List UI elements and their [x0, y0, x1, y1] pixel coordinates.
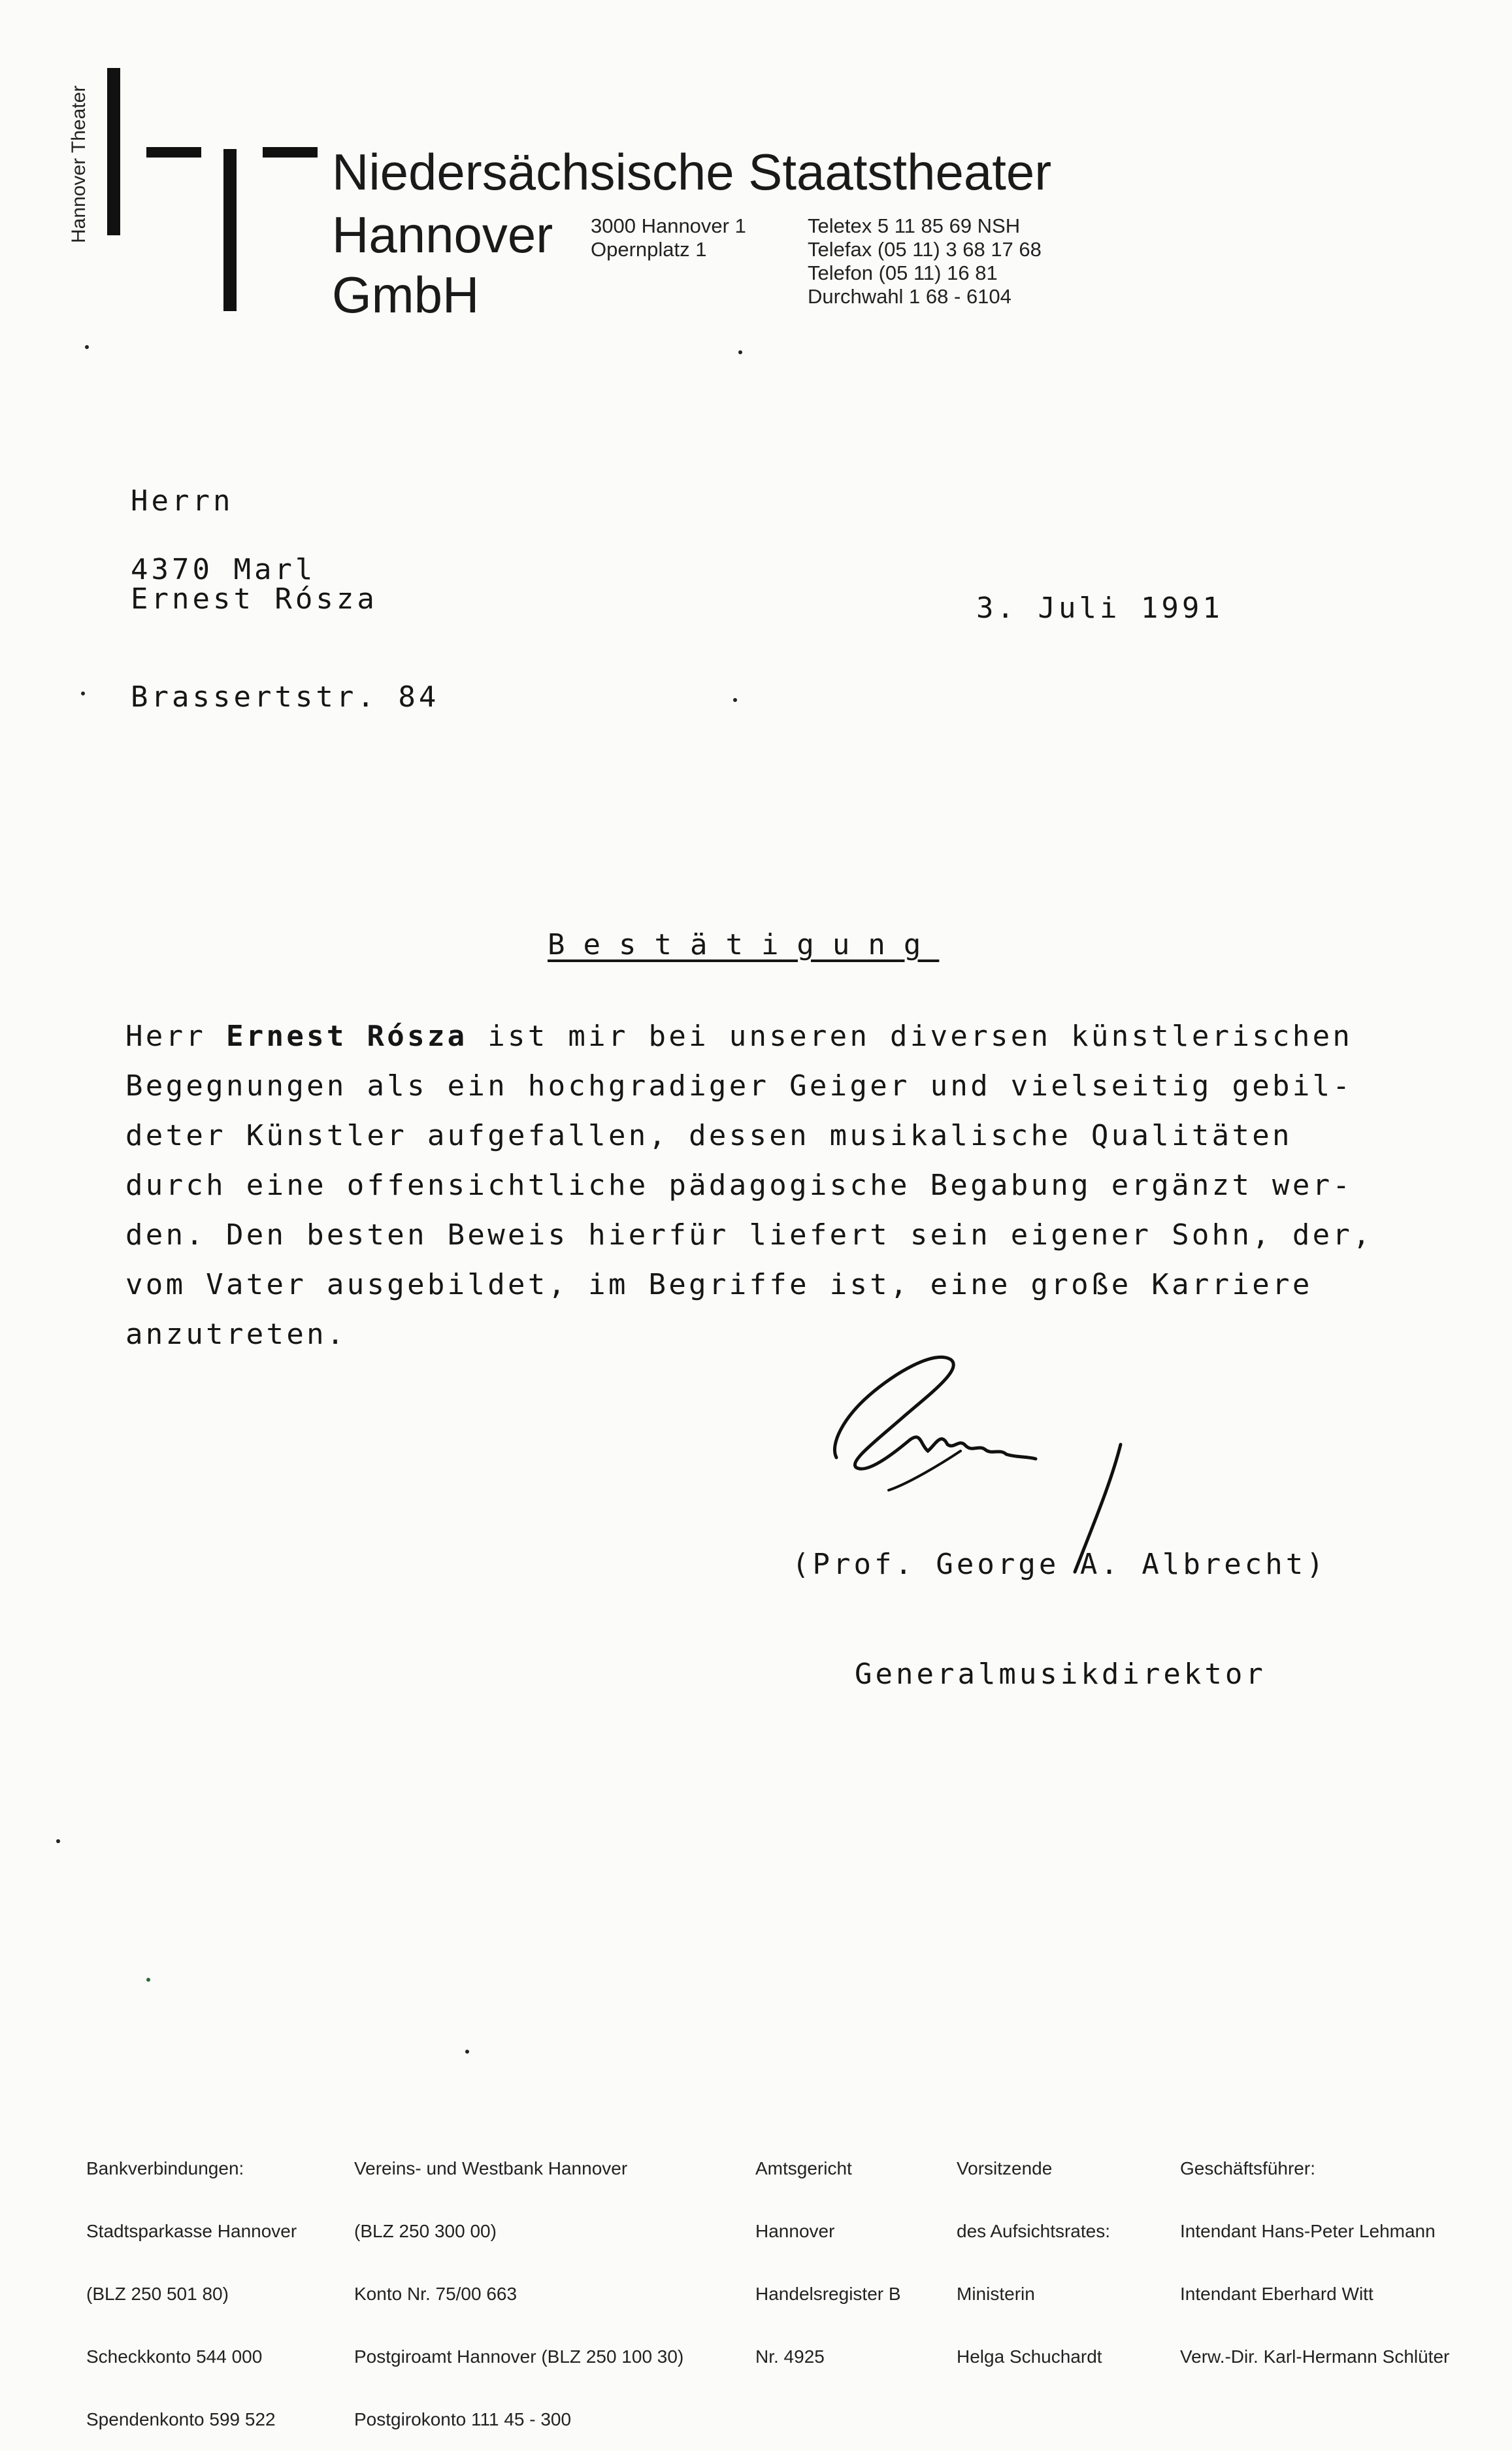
- letter-body: [125, 1012, 1380, 1359]
- footer-bank: Bankverbindungen: Stadtsparkasse Hannover (BLZ 250 501 80) Scheckkonto 544 000 Spendenkonto 599 522: [86, 2158, 297, 2429]
- body-line: durch eine offensichtliche pädagogische Begabung ergänzt wer-: [125, 1169, 1353, 1202]
- contact-line: Durchwahl 1 68 - 6104: [808, 285, 1011, 308]
- recipient-city: 4370 Marl: [131, 553, 316, 586]
- body-line: den. Den besten Beweis hierfür liefert sein eigener Sohn, der,: [125, 1218, 1373, 1252]
- recipient-line: Brassertstr. 84: [131, 680, 440, 714]
- org-name-line-2: Hannover: [332, 206, 553, 263]
- signer-role: Generalmusikdirektor: [855, 1658, 1266, 1691]
- contact-line: Teletex 5 11 85 69 NSH: [808, 214, 1021, 237]
- body-line: anzutreten.: [125, 1318, 347, 1351]
- letter-date: 3. Juli 1991: [976, 592, 1223, 625]
- signer-block: [792, 1473, 1327, 1729]
- footer-management: Geschäftsführer: Intendant Hans-Peter Lehmann Intendant Eberhard Witt Verw.-Dir. Karl-Hermann Schlüter: [1180, 2158, 1450, 2367]
- body-line: deter Künstler aufgefallen, dessen musikalische Qualitäten: [125, 1119, 1292, 1152]
- footer-board: Vorsitzende des Aufsichtsrates: Ministerin Helga Schuchardt: [957, 2158, 1111, 2367]
- address-line: Opernplatz 1: [591, 238, 707, 261]
- contact-line: Telefax (05 11) 3 68 17 68: [808, 238, 1042, 261]
- theater-contact: [808, 214, 1042, 308]
- recipient-line: Ernest Rósza: [131, 582, 378, 616]
- theater-address: [591, 214, 746, 261]
- address-line: 3000 Hannover 1: [591, 214, 746, 237]
- org-name-line-3: GmbH: [332, 266, 480, 324]
- org-name-line-1: Niedersächsische Staatstheater: [332, 143, 1052, 201]
- body-line: Begegnungen als ein hochgradiger Geiger und vielseitig gebil-: [125, 1069, 1353, 1103]
- recipient-name-bold: Ernest Rósza: [225, 1020, 468, 1053]
- footer-bank-2: Vereins- und Westbank Hannover (BLZ 250 300 00) Konto Nr. 75/00 663 Postgiroamt Hannover (BLZ 250 100 30) Postgirokonto 111 45 - 300: [354, 2158, 684, 2429]
- body-line: Herr Ernest Rósza ist mir bei unseren diversen künstlerischen: [125, 1020, 1353, 1053]
- side-label: Hannover Theater: [68, 85, 90, 243]
- signer-name: (Prof. George A. Albrecht): [792, 1548, 1327, 1581]
- document-title: Bestätigung: [548, 928, 940, 961]
- recipient-line: Herrn: [131, 484, 234, 518]
- contact-line: Telefon (05 11) 16 81: [808, 261, 998, 284]
- body-line: vom Vater ausgebildet, im Begriffe ist, eine große Karriere: [125, 1268, 1313, 1301]
- footer-court: Amtsgericht Hannover Handelsregister B Nr. 4925: [755, 2158, 901, 2367]
